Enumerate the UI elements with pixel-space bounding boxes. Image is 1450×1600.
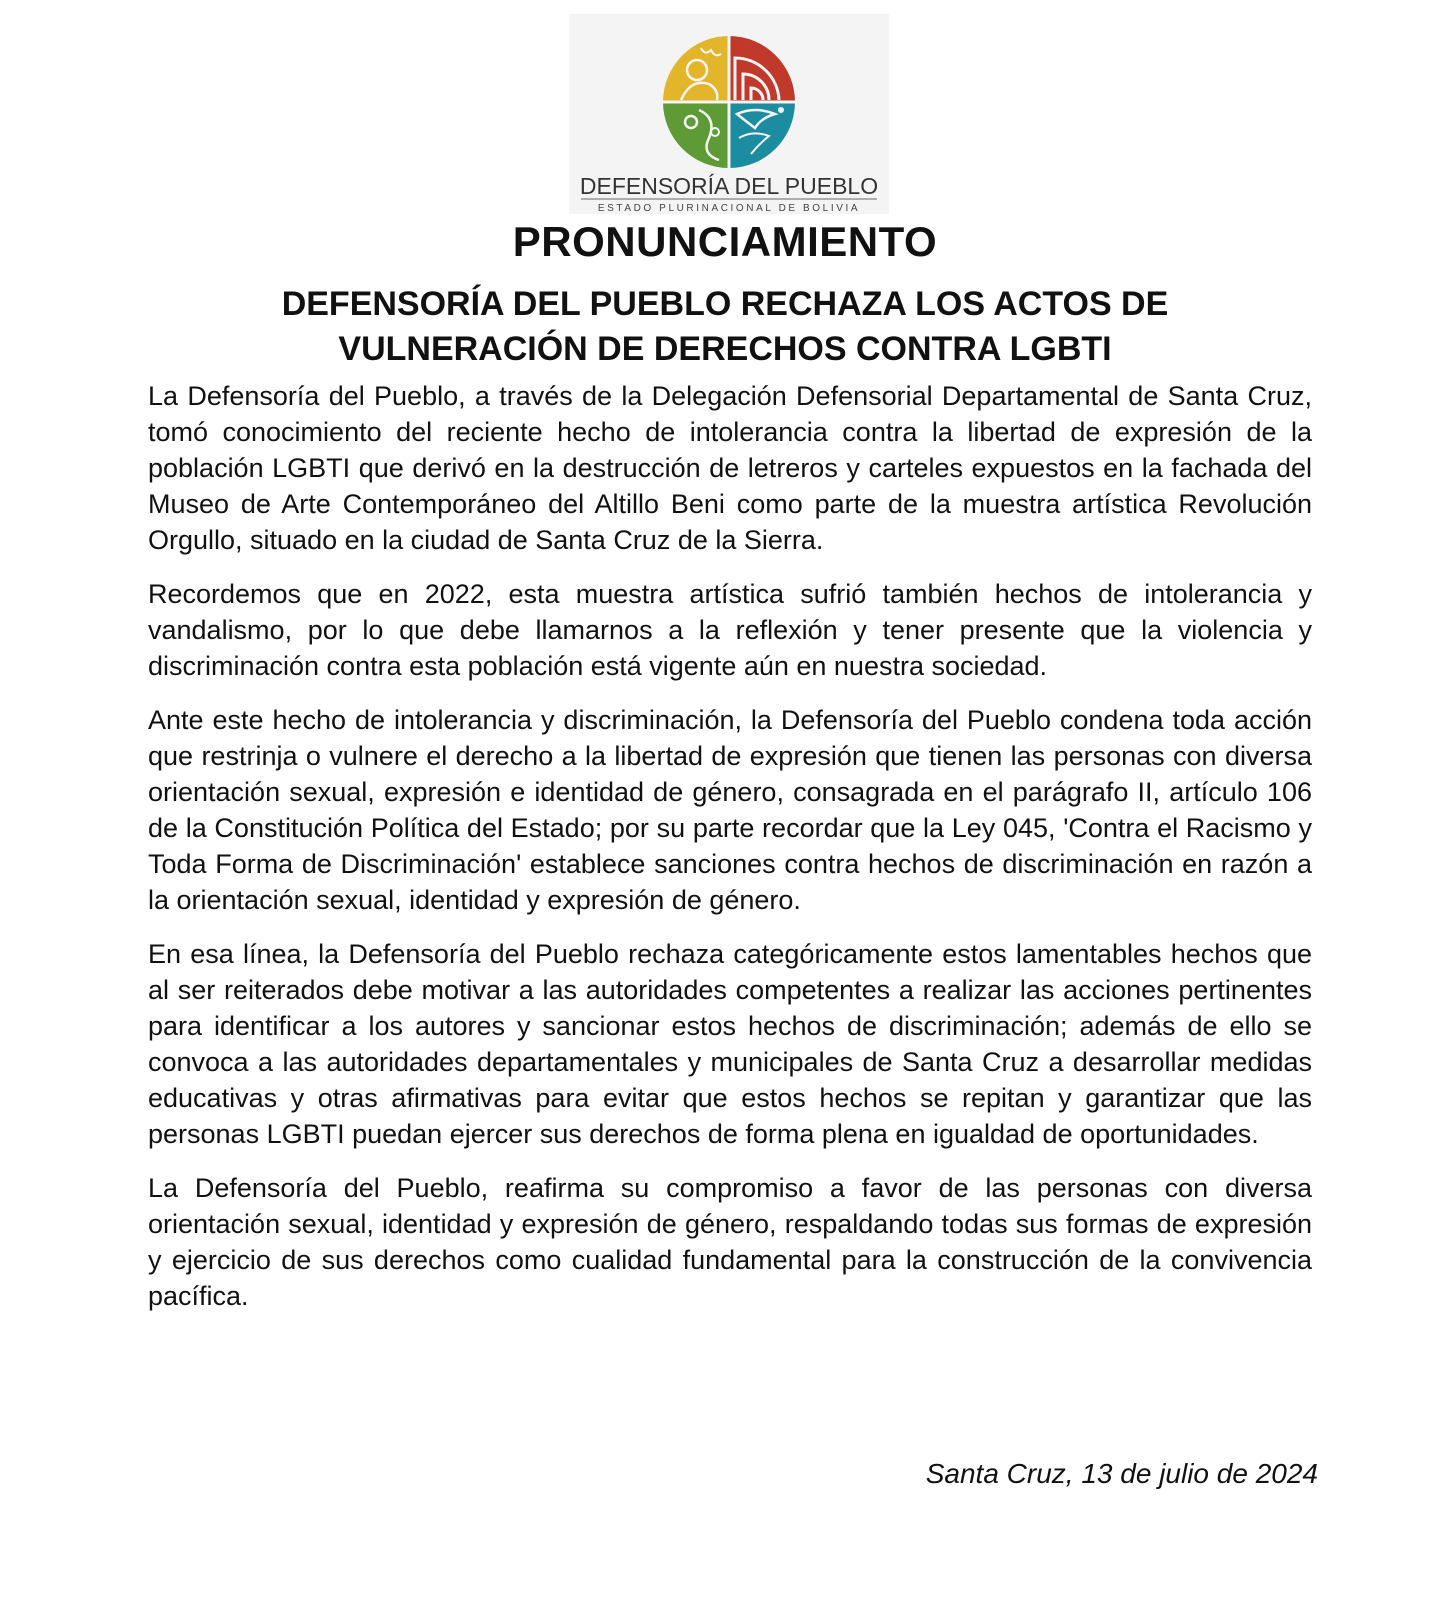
page-title: PRONUNCIAMIENTO: [512, 218, 938, 265]
paragraph-1: La Defensoría del Pueblo, a través de la Delegación Defensorial Departamental de Santa Cruz, tomó conocimiento del reciente hecho de intolerancia contra la libertad de expresión de la población LGBTI que derivó en la destrucción de letreros y carteles expuestos en la fachada del Museo de Arte Contemporáneo del Altillo Beni como parte de la muestra artística Revolución Orgullo, situado en la ciudad de Santa Cruz de la Sierra.: [148, 381, 1312, 555]
paragraph-4: En esa línea, la Defensoría del Pueblo rechaza categóricamente estos lamentables hechos que al ser reiterados debe motivar a las autoridades competentes a realizar las acciones pertinentes para identificar a los autores y sancionar estos hechos de discriminación; además de ello se convoca a las autoridades departamentales y municipales de Santa Cruz a desarrollar medidas educativas y otras afirmativas para evitar que estos hechos se repitan y garantizar que las personas LGBTI puedan ejercer sus derechos de forma plena en igualdad de oportunidades.: [148, 939, 1312, 1149]
paragraph-2: Recordemos que en 2022, esta muestra artística sufrió también hechos de intolerancia y vandalismo, por lo que debe llamarnos a la reflexión y tener presente que la violencia y discriminación contra esta población está vigente aún en nuestra sociedad.: [148, 579, 1312, 681]
logo-name: DEFENSORÍA DEL PUEBLO: [579, 173, 879, 199]
logo-emblem: [569, 14, 889, 214]
paragraph-5: La Defensoría del Pueblo, reafirma su compromiso a favor de las personas con diversa orientación sexual, identidad y expresión de género, respaldando todas sus formas de expresión y ejercicio de sus derechos como cualidad fundamental para la construcción de la convivencia pacífica.: [148, 1173, 1312, 1311]
subtitle-line-1: DEFENSORÍA DEL PUEBLO RECHAZA LOS ACTOS DE: [281, 285, 1169, 323]
logo-quadrant-yellow: [663, 36, 729, 102]
logo-quadrant-green: [663, 102, 729, 168]
logo-tagline: ESTADO PLURINACIONAL DE BOLIVIA: [597, 203, 861, 214]
institution-logo: [569, 14, 889, 214]
statement-body: [148, 378, 1312, 1332]
paragraph-3: Ante este hecho de intolerancia y discriminación, la Defensoría del Pueblo condena toda acción que restrinja o vulnere el derecho a la libertad de expresión que tienen las personas con diversa orientación sexual, expresión e identidad de género, consagrada en el parágrafo II, artículo 106 de la Constitución Política del Estado; por su parte recordar que la Ley 045, 'Contra el Racismo y Toda Forma de Discriminación' establece sanciones contra hechos de discriminación en razón a la orientación sexual, identidad y expresión de género.: [148, 705, 1312, 915]
statement-date: Santa Cruz, 13 de julio de 2024: [925, 1458, 1318, 1489]
page-subtitle: [200, 282, 1250, 372]
subtitle-line-2: VULNERACIÓN DE DERECHOS CONTRA LGBTI: [338, 330, 1112, 368]
